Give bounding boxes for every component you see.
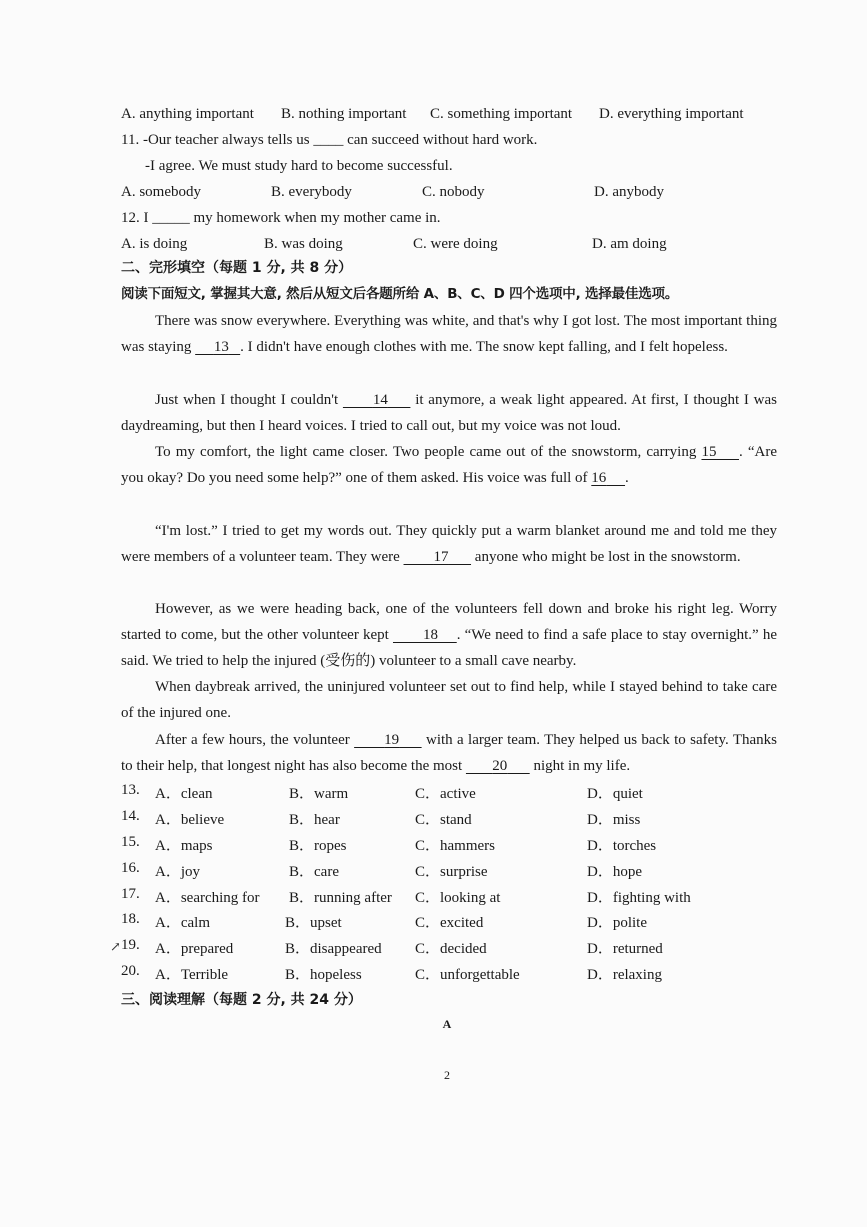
option-row: 17. A．searching for B．running after C．looking at D．fighting with bbox=[121, 885, 691, 906]
q11-blank: ____ bbox=[313, 132, 344, 148]
q11-stem: 11. -Our teacher always tells us ____ can succeed without hard work. bbox=[121, 132, 538, 148]
blank-18: 18 bbox=[422, 627, 438, 644]
pencil-mark-icon: ↗ bbox=[110, 939, 121, 954]
option-b[interactable]: B．ropes bbox=[289, 837, 347, 854]
option-a[interactable]: A. somebody bbox=[121, 184, 201, 200]
option-b[interactable]: B．hear bbox=[289, 811, 340, 828]
option-a[interactable]: A．searching for bbox=[155, 889, 260, 906]
option-d[interactable]: D．fighting with bbox=[587, 889, 691, 906]
option-a[interactable]: A. anything important bbox=[121, 106, 254, 122]
q12-blank: _____ bbox=[152, 210, 190, 226]
option-b[interactable]: B．hopeless bbox=[285, 967, 362, 984]
option-c[interactable]: C．surprise bbox=[415, 863, 488, 880]
option-b[interactable]: B．disappeared bbox=[285, 941, 382, 958]
option-d[interactable]: D．polite bbox=[587, 915, 647, 932]
passage-paragraph-1: There was snow everywhere. Everything was white, and that's why I got lost. The most important thing was staying 13 . I didn't have enough clothes with me. The snow kept falling, and I felt hopeless. bbox=[121, 308, 777, 360]
option-d[interactable]: D．relaxing bbox=[587, 967, 662, 984]
option-c[interactable]: C．active bbox=[415, 786, 476, 802]
blank-14: 14 bbox=[372, 392, 388, 408]
option-row: 19. A．prepared B．disappeared C．decided D．returned bbox=[121, 937, 663, 958]
option-row: 15. A．maps B．ropes C．hammers D．torches bbox=[121, 833, 657, 854]
blank-15: 15 bbox=[701, 444, 717, 460]
page-number: 2 bbox=[444, 1068, 450, 1082]
option-b[interactable]: B．upset bbox=[285, 915, 342, 932]
option-row: 14. A．believe B．hear C．stand D．miss bbox=[121, 807, 641, 828]
option-d[interactable]: D．miss bbox=[587, 811, 641, 828]
option-d[interactable]: D．torches bbox=[587, 837, 657, 854]
option-d[interactable]: D. am doing bbox=[592, 236, 667, 252]
option-b[interactable]: B. nothing important bbox=[281, 106, 407, 122]
option-b[interactable]: B．care bbox=[289, 863, 339, 880]
q12-options bbox=[121, 234, 781, 254]
option-a[interactable]: A．joy bbox=[155, 863, 201, 880]
section2-instruction: 阅读下面短文, 掌握其大意, 然后从短文后各题所给 A、B、C、D 四个选项中, 选择最佳选项。 bbox=[121, 286, 679, 302]
q11-reply: -I agree. We must study hard to become successful. bbox=[145, 158, 453, 174]
option-a[interactable]: A．believe bbox=[155, 811, 225, 828]
option-d[interactable]: D．returned bbox=[587, 941, 663, 958]
section3-sub-label: A bbox=[442, 1017, 452, 1031]
blank-19: 19 bbox=[384, 732, 400, 748]
option-a[interactable]: A．Terrible bbox=[155, 967, 229, 984]
option-b[interactable]: B．warm bbox=[289, 786, 349, 802]
blank-13: 13 bbox=[213, 339, 229, 356]
passage-paragraph-2: Just when I thought I couldn't 14 it anymore, a weak light appeared. At first, I thought I was daydreaming, but then I heard voices. I tried to call out, but my voice was not loud. bbox=[121, 387, 777, 439]
q10-options bbox=[121, 104, 781, 124]
option-d[interactable]: D. everything important bbox=[599, 106, 744, 122]
option-a[interactable]: A．prepared bbox=[155, 941, 234, 958]
option-d[interactable]: D. anybody bbox=[594, 184, 664, 200]
option-row: 13. A．clean B．warm C．active D．quiet bbox=[121, 782, 643, 802]
option-b[interactable]: B．running after bbox=[289, 889, 392, 906]
option-d[interactable]: D．quiet bbox=[587, 786, 643, 802]
section3-heading: 三、阅读理解（每题 2 分, 共 24 分） bbox=[121, 992, 362, 1008]
option-a[interactable]: A．maps bbox=[155, 837, 213, 854]
blank-20: 20 bbox=[492, 758, 508, 775]
passage-paragraph-4: “I'm lost.” I tried to get my words out. They quickly put a warm blanket around me and told me they were members of a volunteer team. They were 17 anyone who might be lost in the snowstorm. bbox=[121, 518, 777, 570]
option-c[interactable]: C．looking at bbox=[415, 889, 501, 906]
passage-paragraph-3: To my comfort, the light came closer. Two people came out of the snowstorm, carrying 15 . “Are you okay? Do you need some help?” one of them asked. His voice was full of 16 . bbox=[121, 439, 777, 491]
option-a[interactable]: A．clean bbox=[155, 786, 213, 802]
section2-heading: 二、完形填空（每题 1 分, 共 8 分） bbox=[121, 260, 353, 276]
passage-paragraph-6: When daybreak arrived, the uninjured volunteer set out to find help, while I stayed behind to take care of the injured one. bbox=[121, 679, 777, 722]
blank-16: 16 bbox=[591, 470, 607, 487]
option-d[interactable]: D．hope bbox=[587, 863, 642, 880]
option-row: 16. A．joy B．care C．surprise D．hope bbox=[121, 859, 642, 880]
option-c[interactable]: C．stand bbox=[415, 811, 472, 828]
option-row: 18. A．calm B．upset C．excited D．polite bbox=[121, 911, 647, 932]
option-b[interactable]: B. was doing bbox=[264, 236, 343, 252]
option-c[interactable]: C. nobody bbox=[422, 184, 485, 200]
q12-stem: 12. I _____ my homework when my mother came in. bbox=[121, 210, 441, 226]
option-b[interactable]: B. everybody bbox=[271, 184, 352, 200]
passage-paragraph-5: However, as we were heading back, one of the volunteers fell down and broke his right leg. Worry started to come, but the other volunteer kept 18 . “We need to find a safe place to stay overnight.” he said. We tried to help the injured (受伤的) volunteer to a small cave nearby. bbox=[121, 601, 778, 670]
option-c[interactable]: C. were doing bbox=[413, 236, 498, 252]
option-c[interactable]: C．hammers bbox=[415, 837, 495, 854]
option-row: 20. A．Terrible B．hopeless C．unforgettable D．relaxing bbox=[121, 963, 662, 984]
blank-17: 17 bbox=[433, 549, 449, 566]
option-c[interactable]: C. something important bbox=[430, 106, 573, 122]
cloze-options bbox=[121, 782, 801, 989]
q11-options bbox=[121, 182, 781, 202]
passage-paragraph-7: After a few hours, the volunteer 19 with a larger team. They helped us back to safety. Thanks to their help, that longest night has also become the most 20 night in my life. bbox=[121, 727, 777, 779]
option-c[interactable]: C．excited bbox=[415, 915, 484, 932]
option-a[interactable]: A. is doing bbox=[121, 236, 188, 252]
option-c[interactable]: C．unforgettable bbox=[415, 967, 520, 984]
option-c[interactable]: C．decided bbox=[415, 941, 487, 958]
option-a[interactable]: A．calm bbox=[155, 915, 210, 932]
